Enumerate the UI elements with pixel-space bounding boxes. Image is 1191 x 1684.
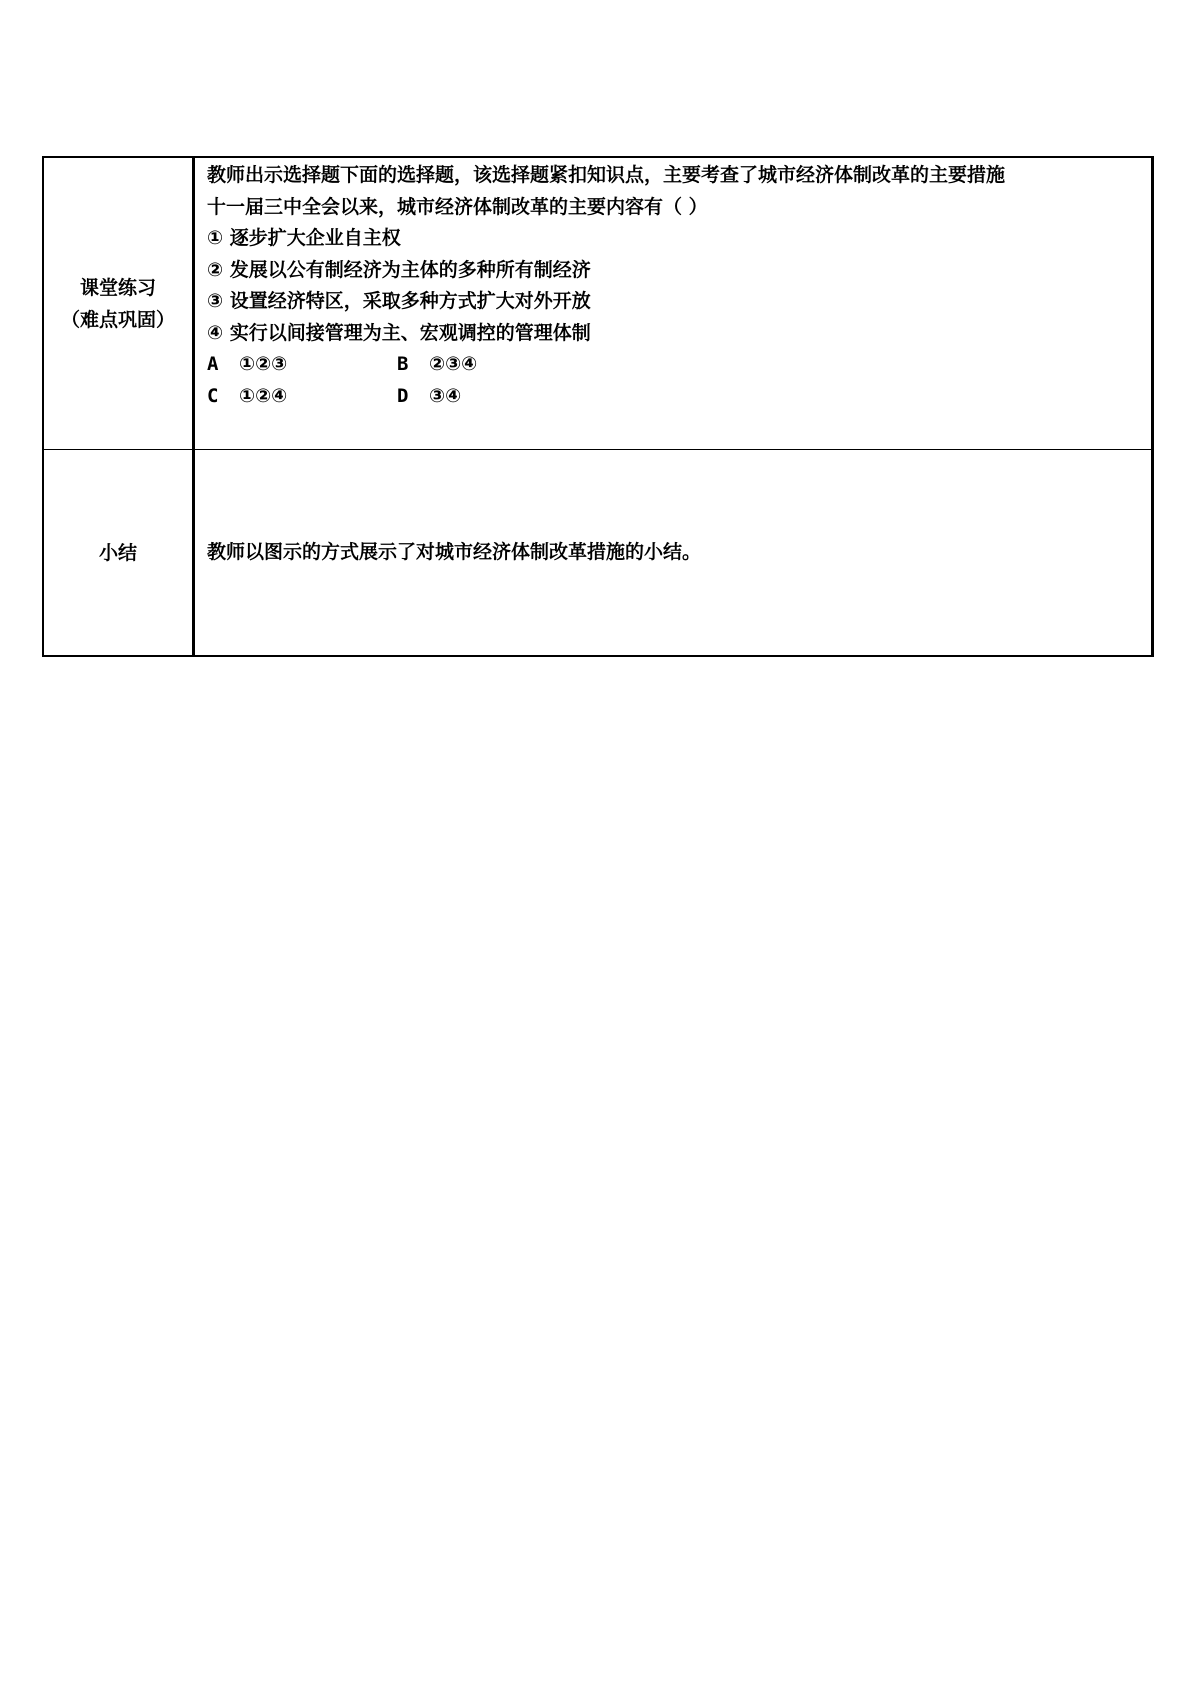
option-value: ①②④: [239, 384, 288, 407]
summary-text: 教师以图示的方式展示了对城市经济体制改革措施的小结。: [207, 540, 702, 563]
options-row: [207, 381, 1141, 413]
exercise-label-cell: [43, 157, 194, 450]
option-letter: A: [207, 353, 219, 375]
exercise-item: ④ 实行以间接管理为主、宏观调控的管理体制: [207, 321, 591, 344]
summary-content-cell: [194, 450, 1153, 657]
option-letter: D: [397, 384, 409, 407]
option-letter: B: [397, 353, 409, 375]
option-c: [207, 381, 397, 413]
exercise-intro: 教师出示选择题下面的选择题，该选择题紧扣知识点，主要考查了城市经济体制改革的主要措施: [207, 164, 1006, 186]
option-value: ③④: [429, 384, 462, 407]
option-value: ①②③: [239, 353, 288, 375]
option-letter: C: [207, 384, 219, 407]
options-row: [207, 349, 1141, 381]
exercise-item: ② 发展以公有制经济为主体的多种所有制经济: [207, 258, 591, 281]
option-a: [207, 349, 397, 381]
exercise-content-cell: [194, 157, 1153, 450]
exercise-row: [43, 157, 1153, 450]
summary-label: 小结: [98, 541, 137, 564]
lesson-table: [42, 156, 1154, 657]
option-b: [397, 349, 477, 381]
option-value: ②③④: [429, 353, 478, 375]
exercise-item: ③ 设置经济特区，采取多种方式扩大对外开放: [207, 290, 591, 312]
summary-label-cell: [43, 450, 194, 657]
option-d: [397, 381, 461, 413]
exercise-question: 十一届三中全会以来，城市经济体制改革的主要内容有（ ）: [207, 195, 708, 218]
exercise-item: ① 逐步扩大企业自主权: [207, 227, 401, 249]
exercise-sublabel: （难点巩固）: [60, 308, 175, 331]
exercise-label: 课堂练习: [79, 276, 156, 299]
summary-row: [43, 450, 1153, 657]
